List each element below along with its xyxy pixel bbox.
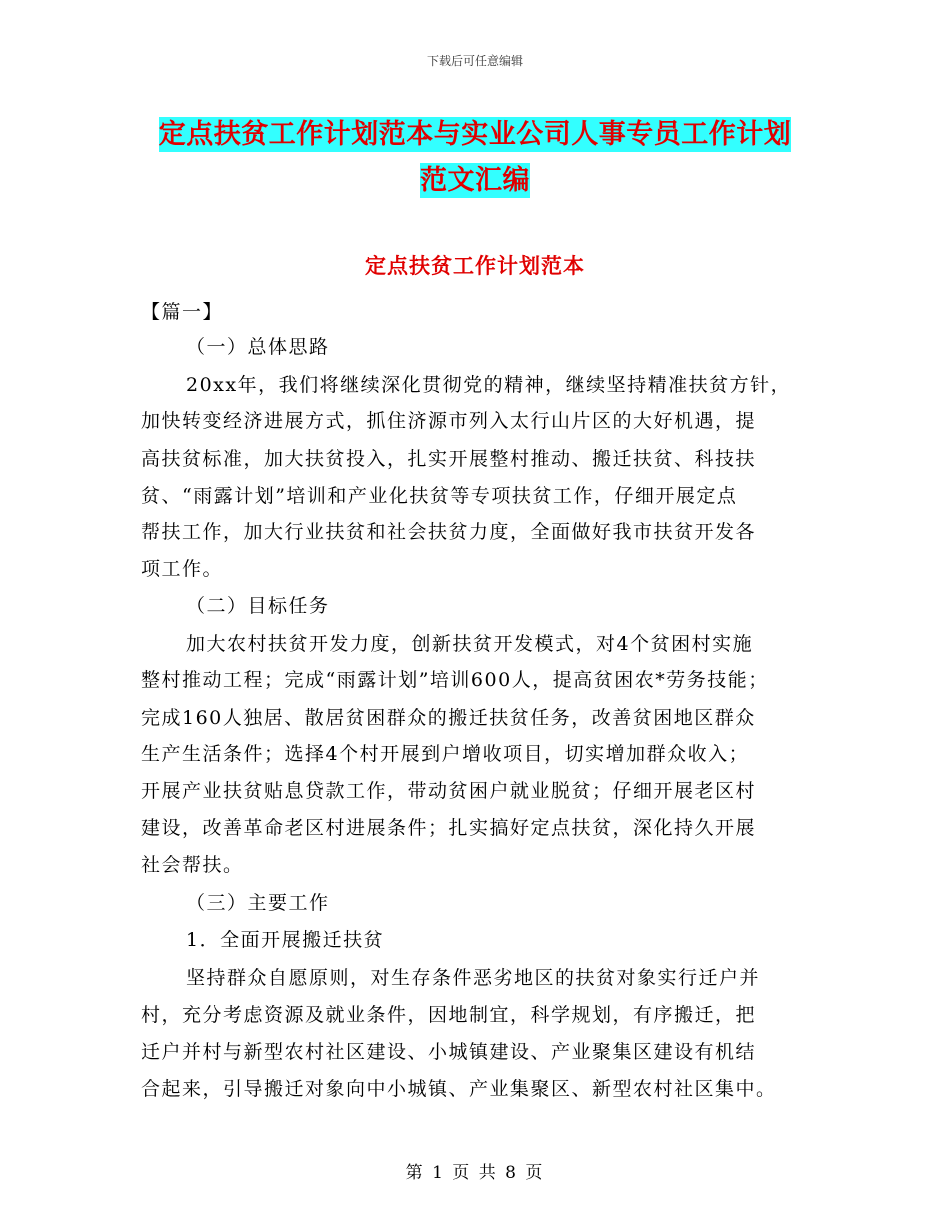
paragraph-line: 开展产业扶贫贴息贷款工作，带动贫困户就业脱贫；仔细开展老区村 — [141, 780, 757, 802]
paragraph-line: 加快转变经济进展方式，抓住济源市列入太行山片区的大好机遇，提 — [141, 410, 757, 432]
subheading-overall-thinking: （一）总体思路 — [186, 336, 330, 358]
document-title-line-1: 定点扶贫工作计划范本与实业公司人事专员工作计划 — [158, 119, 792, 150]
subheading-main-work: （三）主要工作 — [186, 892, 330, 914]
paragraph-line: 加大农村扶贫开发力度，创新扶贫开发模式，对4个贫困村实施 — [186, 633, 754, 655]
chapter-label: 【篇一】 — [141, 301, 224, 323]
paragraph-line: 村，充分考虑资源及就业条件，因地制宜，科学规划，有序搬迁，把 — [141, 1004, 757, 1026]
numbered-item-heading: 1．全面开展搬迁扶贫 — [186, 929, 385, 951]
paragraph-line: 帮扶工作，加大行业扶贫和社会扶贫力度，全面做好我市扶贫开发各 — [141, 521, 757, 543]
paragraph-line: 合起来，引导搬迁对象向中小城镇、产业集聚区、新型农村社区集中。 — [141, 1078, 777, 1100]
paragraph-line: 迁户并村与新型农村社区建设、小城镇建设、产业聚集区建设有机结 — [141, 1041, 757, 1063]
page-header: 下载后可任意编辑 — [426, 54, 523, 68]
paragraph-line: 建设，改善革命老区村进展条件；扎实搞好定点扶贫，深化持久开展 — [141, 817, 757, 839]
paragraph-line: 项工作。 — [141, 558, 224, 580]
section-title: 定点扶贫工作计划范本 — [365, 254, 585, 278]
paragraph-line: 坚持群众自愿原则，对生存条件恶劣地区的扶贫对象实行迁户并 — [186, 967, 761, 989]
paragraph-line: 社会帮扶。 — [141, 854, 244, 876]
paragraph-line: 完成160人独居、散居贫困群众的搬迁扶贫任务，改善贫困地区群众 — [141, 707, 756, 729]
paragraph-line: 生产生活条件；选择4个村开展到户增收项目，切实增加群众收入； — [141, 743, 750, 765]
document-title-line-2: 范文汇编 — [420, 165, 530, 196]
paragraph-line: 高扶贫标准，加大扶贫投入，扎实开展整村推动、搬迁扶贫、科技扶 — [141, 448, 757, 470]
paragraph-line: 贫、“雨露计划”培训和产业化扶贫等专项扶贫工作，仔细开展定点 — [141, 485, 738, 507]
page-footer: 第 1 页 共 8 页 — [405, 1163, 545, 1183]
paragraph-line: 20xx年，我们将继续深化贯彻党的精神，继续坚持精准扶贫方针， — [186, 374, 792, 396]
paragraph-line: 整村推动工程；完成“雨露计划”培训600人，提高贫困农*劳务技能； — [141, 669, 769, 691]
subheading-goals: （二）目标任务 — [186, 595, 330, 617]
